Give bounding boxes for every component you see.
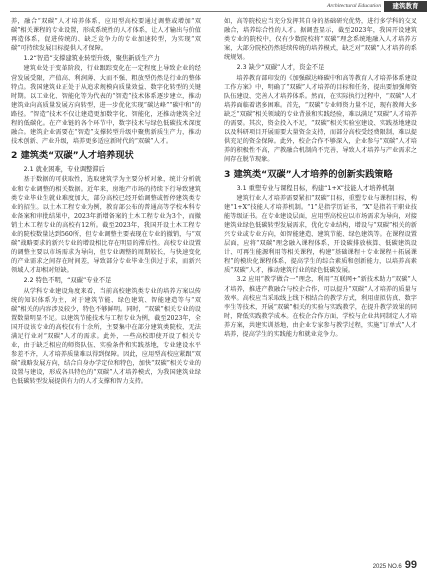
paragraph: 3.2 应用“教学做合一”理念，利用“互联网+”新技术助力“双碳”人才培养，推进产教融合与校企合作，可以提升“双碳”人才培养的质量与效率。高校应当采取线上线下相结合的教学方式，利用虚拟仿真、数字孪生等技术，开展“双碳”相关的实验与实践教学，在提升教学效果的同时，降低实践教学成本。在校企合作方面，学校与企业共同制定人才培养方案，共建实训基地，由企业专家参与教学过程，实施“订单式”人才培养，提高学生的实践能力和就业竞争力。 <box>224 276 417 338</box>
subsection-heading: 1.2“智造”支撑建筑业转型升级，聚焦新质生产力 <box>23 55 160 63</box>
subsection-heading: 2.2 特色不明，“双碳”专业不足 <box>23 277 112 285</box>
paragraph: 从学科专业建设角度来看，当前高校建筑类专业的培养方案以传统的知识体系为主，对于建筑节能、绿色建筑、智能建造等与“双碳”相关的内容涉及较少，特色不够鲜明。同时，“双碳”相关专业的设置数量明显不足。以建筑节能技术与工程专业为例，截至2023年，全国开设该专业的高校仅有十余所，主要集中在部分建筑类院校，无法满足行业对“双碳”人才的需求。此外，一些高校即使开设了相关专业，由于缺乏相应的师资队伍、实验条件和实践基地，专业建设水平参差不齐，人才培养质量难以得到保障。因此，应用型高校应紧跟“双碳”战略发展方向，结合自身办学定位和特色，加快“双碳”相关专业的设置与建设，形成各具特色的“双碳”人才培养模式，为我国建筑业绿色低碳转型发展提供有力的人才支撑和智力支持。 <box>11 287 201 386</box>
header-rule <box>10 11 381 12</box>
paragraph: 养，融合“双碳”人才培养体系，应用型高校要通过调整或增加“双碳”相关课程的专业设置，形成系统性的人才体系，让人才输出与价值再造体系，促进传统的、缺乏竞争力的专业加速转型，为实现“双碳”可持续发展目标提供人才保障。 <box>11 18 201 53</box>
section-tag: 建筑教育 <box>384 1 427 12</box>
paragraph: 培养教育部印发的《加强碳达峰碳中和高等教育人才培养体系建设工作方案》中，明确了“双碳”人才培养的目标和任务，提出要加强师资队伍建设、完善人才培养体系。然而，在实际执行过程中，“双碳”人才培养面临着诸多困难。首先，“双碳”专业师资力量不足，现有教师大多缺乏“双碳”相关领域的专业背景和实践经验，难以满足“双碳”人才培养的需要。其次，资金投入不足，“双碳”相关实验室建设、实践基地建设以及科研项目开展需要大量资金支持，而部分高校受经费限制，难以提供充足的资金保障。此外，校企合作不够深入，企业参与“双碳”人才培养的积极性不高，产教融合机制尚不完善，导致人才培养与产业需求之间存在脱节现象。 <box>224 74 417 164</box>
paragraph: 如，高等院校应当充分发挥其自身的基础研究优势，进行多学科的交叉融合，培养综合性的人才。据调查显示，截至2023年，我国开设建筑类专业的院校中，仅有少数院校将“双碳”理念系统地融入人才培养方案，大部分院校仍然延续传统的培养模式，缺乏对“双碳”人才培养的系统规划。 <box>224 18 417 62</box>
journal-name: Architectural Education <box>326 3 381 9</box>
section-heading: 2 建筑类“双碳”人才培养现状 <box>11 150 134 162</box>
right-column <box>224 17 417 339</box>
paragraph: 建筑行业人才培养需要紧扣“双碳”目标，重塑专业与课程目标，构建“1+X”技能人才培养机制。“1”是指学历证书，“X”是指若干职业技能等级证书。在专业建设层面，应用型高校应以市场需求为导向，对接建筑业绿色低碳转型发展需求，优化专业结构，增设与“双碳”相关的新兴专业或专业方向，如智能建造、建筑节能、绿色建筑等。在课程设置层面，应将“双碳”理念融入课程体系，开设碳排放核算、低碳建筑设计、可再生能源利用等相关课程，构建“基础课程＋专业课程＋拓展课程”的模块化课程体系，提高学生的综合素质和创新能力，以培养高素质“双碳”人才，推动建筑行业的绿色低碳发展。 <box>224 194 417 275</box>
page-number: 99 <box>404 559 417 571</box>
paragraph: 基于数据的可获取性，选取建筑学为主要分析对象，统计分析就业和专业调整的相关数据。近年来，房地产市场的持续下行导致建筑类专业毕业生就业难度加大，部分高校已经开始调整或暂停建筑类专业的招生。以土木工程专业为例，教育部公布的普通高等学校本科专业备案和审批结果中，2023年新增备案的土木工程专业为3个，而撤销土木工程专业的高校有12所。截至2023年，我国开设土木工程专业的院校数量达到560所，但专业调整主要表现在专业的撤销，与“双碳”战略要求的新兴专业的增设相比存在明显的滞后性。高校专业设置的调整主要以市场需求为导向，但专业调整的周期较长，与快速变化的产业需求之间存在时间差，导致部分专业毕业生供过于求，而新兴领域人才却相对短缺。 <box>11 176 201 275</box>
issue-label: 2025 NO.6 <box>372 564 402 570</box>
subsection-heading: 3.1 重塑专业与课程目标，构建“1+X”技能人才培养机制 <box>236 184 395 192</box>
running-header <box>0 0 427 12</box>
subsection-heading: 2.1 就业困难，专业调整滞后 <box>23 166 105 174</box>
section-heading: 3 建筑类“双碳”人才培养的创新实践策略 <box>224 168 393 180</box>
left-column <box>11 17 201 387</box>
page-footer <box>373 559 417 571</box>
paragraph: 建筑业处于变革阶段，行业跟踪变化在一定程度上导致企业的经营发展受限，产值高、利润薄、大而不强、粗放型仍然是行业的整体特点。我国建筑业正处于从追求规模向质量效益、数字化转型的关键时期。以工业化、智能化等为代表的“智造”技术体系逐步建立，推动建筑业向高质量发展方向转型，进一步优化实现“碳达峰”“碳中和”的路径。“智造”技术不仅让建造更加数字化、智能化，还推动建筑全过程的低碳化。在产业链的各个环节中，数字技术与绿色低碳技术深度融合。建筑企业需要在“智造”支撑转型升级中聚焦新质生产力，推动技术创新、产业升级，培养更多适应新时代的“双碳”人才。 <box>11 65 201 146</box>
subsection-heading: 2.3 缺少“双碳”人才，资金不足 <box>236 64 325 72</box>
